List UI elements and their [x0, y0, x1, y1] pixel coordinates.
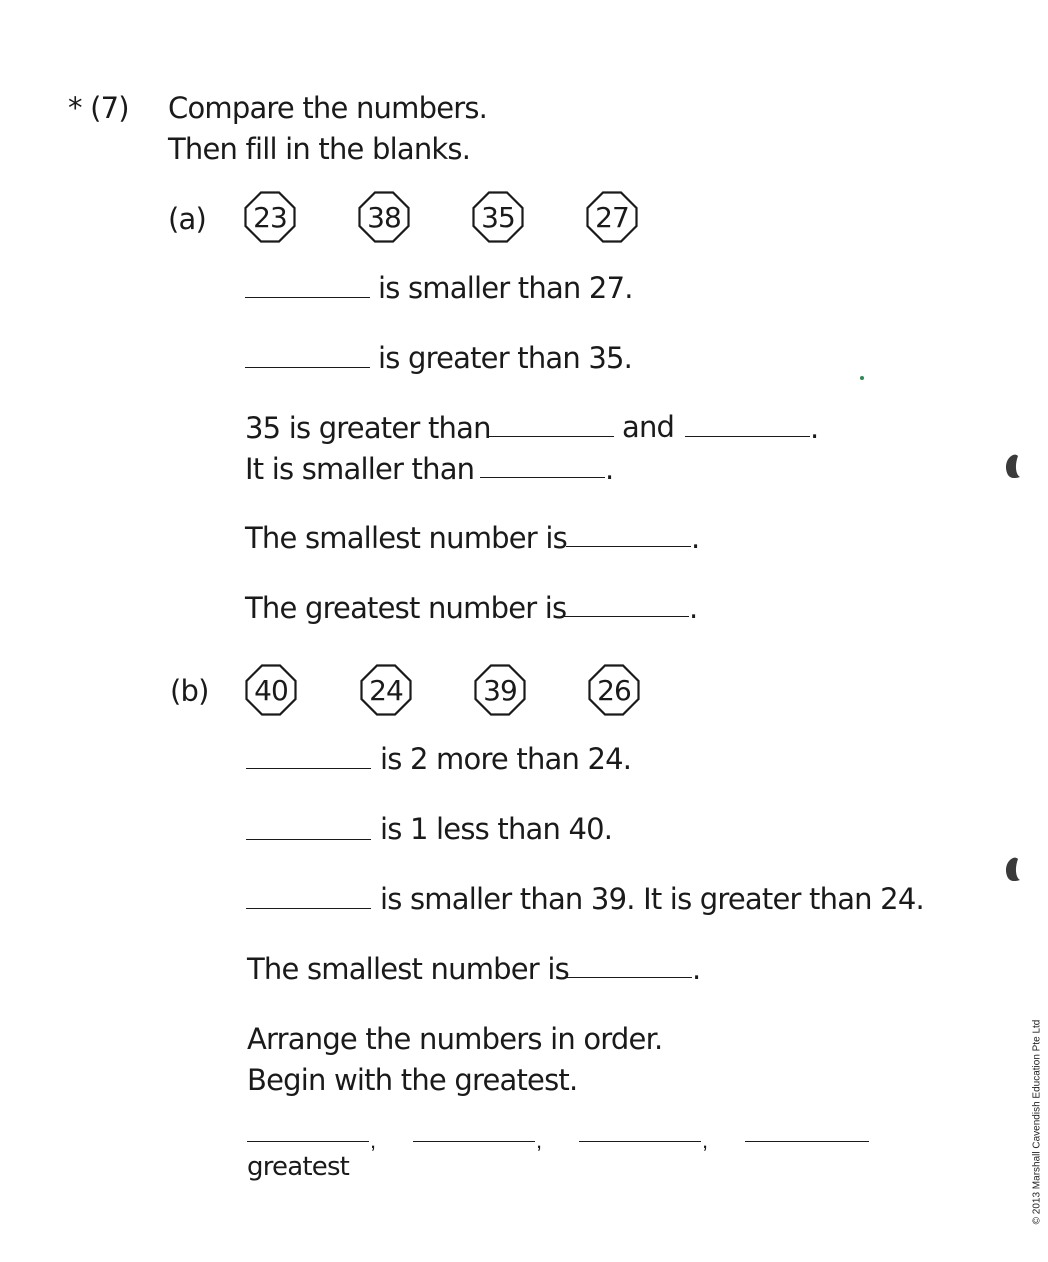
sentence-text: is smaller than 27. — [378, 271, 633, 305]
copyright-notice: © 2013 Marshall Cavendish Education Pte Ltd — [1031, 1019, 1043, 1225]
order-comma: , — [370, 1128, 377, 1153]
sentence-text: 35 is greater than — [245, 411, 491, 445]
sentence-text: is smaller than 39. It is greater than 24. — [380, 882, 924, 916]
answer-blank[interactable] — [480, 477, 605, 478]
order-blank-1[interactable] — [247, 1141, 369, 1142]
binder-hole-mark — [1000, 452, 1024, 482]
octagon-number-1 — [245, 664, 297, 716]
sentence-text: is 1 less than 40. — [380, 812, 613, 846]
instruction-line-1: Compare the numbers. — [168, 91, 488, 125]
sentence-text: The greatest number is — [245, 591, 567, 625]
instruction-line-2: Then fill in the blanks. — [168, 132, 471, 166]
answer-blank[interactable] — [566, 546, 691, 547]
octagon-value: 24 — [369, 673, 403, 707]
octagon-number-2 — [360, 664, 412, 716]
part-b-label: (b) — [170, 674, 209, 708]
octagon-number-1 — [244, 191, 296, 243]
answer-blank[interactable] — [245, 367, 370, 368]
sentence-text: The smallest number is — [245, 521, 567, 555]
answer-blank[interactable] — [488, 436, 614, 437]
greatest-label: greatest — [247, 1152, 350, 1182]
sentence-period: . — [691, 521, 700, 555]
answer-blank[interactable] — [685, 436, 810, 437]
sentence-text: is greater than 35. — [378, 341, 633, 375]
answer-blank[interactable] — [564, 616, 689, 617]
octagon-value: 39 — [483, 673, 517, 707]
binder-hole-mark — [1000, 855, 1024, 885]
octagon-number-4 — [586, 191, 638, 243]
order-blank-3[interactable] — [579, 1141, 701, 1142]
question-number: * (7) — [68, 91, 129, 125]
answer-blank[interactable] — [567, 977, 692, 978]
sentence-period: . — [689, 591, 698, 625]
octagon-value: 26 — [597, 673, 631, 707]
octagon-value: 40 — [254, 673, 288, 707]
answer-blank[interactable] — [245, 297, 370, 298]
sentence-text: The smallest number is — [247, 952, 569, 986]
sentence-text: is 2 more than 24. — [380, 742, 632, 776]
arrange-instruction-1: Arrange the numbers in order. — [247, 1022, 663, 1056]
answer-blank[interactable] — [246, 839, 371, 840]
octagon-value: 38 — [367, 200, 401, 234]
order-blank-4[interactable] — [745, 1141, 869, 1142]
order-comma: , — [536, 1128, 543, 1153]
octagon-value: 23 — [253, 200, 287, 234]
octagon-number-4 — [588, 664, 640, 716]
part-a-label: (a) — [168, 202, 206, 236]
sentence-period: . — [605, 452, 614, 486]
octagon-value: 35 — [481, 200, 515, 234]
octagon-number-2 — [358, 191, 410, 243]
order-comma: , — [702, 1128, 709, 1153]
octagon-number-3 — [474, 664, 526, 716]
sentence-period: . — [810, 411, 819, 445]
answer-blank[interactable] — [246, 768, 371, 769]
speck-mark — [860, 376, 864, 380]
order-blank-2[interactable] — [413, 1141, 535, 1142]
answer-blank[interactable] — [246, 908, 371, 909]
sentence-period: . — [692, 952, 701, 986]
arrange-instruction-2: Begin with the greatest. — [247, 1063, 578, 1097]
octagon-number-3 — [472, 191, 524, 243]
sentence-text: It is smaller than — [245, 452, 475, 486]
octagon-value: 27 — [595, 200, 629, 234]
sentence-text: and — [622, 410, 675, 444]
